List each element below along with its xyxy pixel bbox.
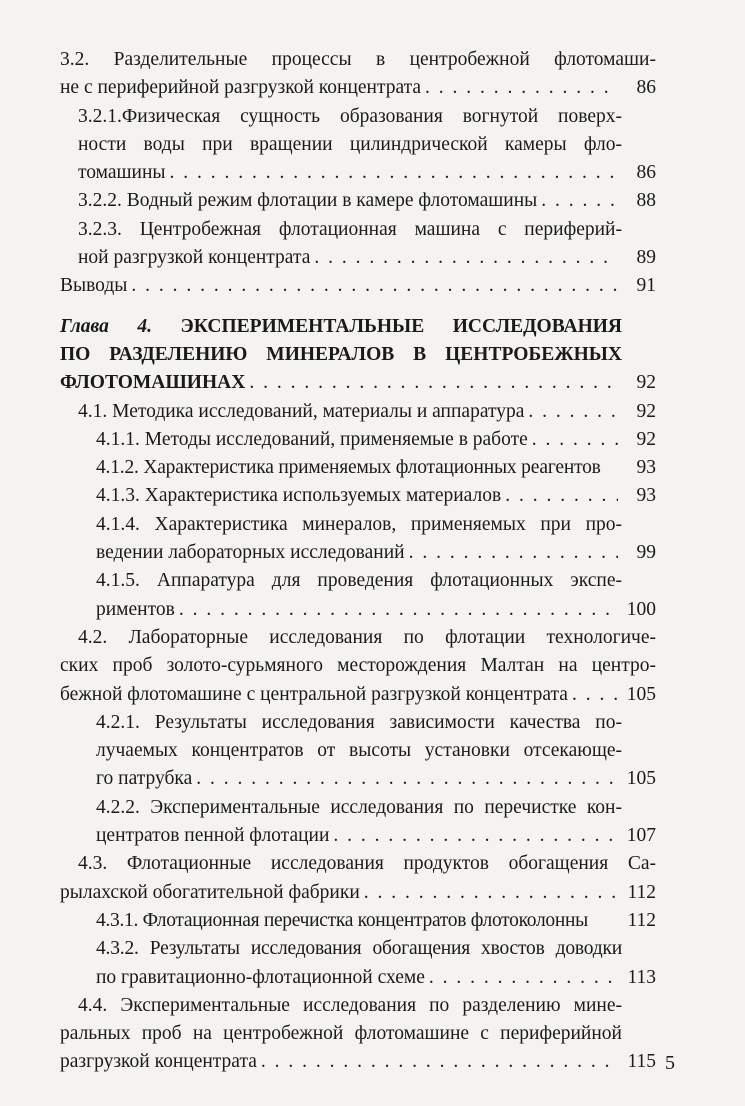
toc-entry-4-2-1: [60, 709, 656, 794]
toc-page-number: 112: [627, 881, 656, 903]
toc-text: 3.2. Разделительные процессы в центробежной флотомаши-: [60, 49, 656, 70]
toc-text: томашины: [78, 162, 166, 184]
toc-text: риментов: [96, 598, 175, 620]
toc-entry-4-3: [60, 850, 656, 907]
toc-text: 4.3.2. Результаты исследования обогащения хвостов доводки: [96, 938, 622, 960]
toc-entry-conclusions: [60, 272, 656, 300]
toc-text: ности воды при вращении цилиндрической камеры фло-: [78, 133, 622, 155]
toc-entry-4-2-2: [60, 794, 656, 851]
toc-page-number: 99: [636, 542, 656, 564]
toc-page-number: 93: [636, 457, 656, 479]
toc-text: 4.1.1. Методы исследований, применяемые в работе: [96, 428, 528, 450]
toc-entry-3-2: [60, 46, 656, 103]
leader-dots: [131, 272, 618, 300]
toc-text: 4.4. Экспериментальные исследования по разделению мине-: [78, 994, 622, 1016]
leader-dots: [333, 822, 618, 850]
leader-dots: [528, 398, 618, 426]
leader-dots: [532, 426, 618, 454]
toc-page-number: 92: [636, 372, 656, 394]
table-of-contents: [60, 46, 656, 1077]
leader-dots: [170, 159, 619, 187]
toc-text: Выводы: [60, 275, 128, 297]
toc-page-number: 86: [636, 162, 656, 184]
leader-dots: [429, 964, 618, 992]
toc-text: центратов пенной флотации: [96, 825, 330, 847]
toc-page-number: 105: [626, 768, 656, 790]
toc-entry-3-2-2: [60, 187, 656, 215]
toc-text: ФЛОТОМАШИНАХ: [60, 372, 246, 394]
leader-dots: [314, 244, 618, 272]
chapter-prefix: Глава 4.: [60, 315, 152, 337]
leader-dots: [196, 765, 618, 793]
toc-page-number: 92: [636, 400, 656, 422]
toc-entry-4-1-4: [60, 511, 656, 568]
toc-page-number: 113: [627, 966, 656, 988]
leader-dots: [572, 681, 618, 709]
toc-text: 4.2. Лабораторные исследования по флотации технологиче-: [78, 626, 656, 648]
toc-page-number: 100: [626, 598, 656, 620]
toc-text: рылахской обогатительной фабрики: [60, 881, 360, 903]
toc-text: 4.1.3. Характеристика используемых материалов: [96, 485, 502, 507]
toc-entry-4-3-2: [60, 935, 656, 992]
toc-text: 4.3. Флотационные исследования продуктов обогащения Са-: [78, 853, 656, 875]
toc-page-number: 92: [636, 428, 656, 450]
toc-entry-4-1: [60, 398, 656, 426]
toc-entry-3-2-1: [60, 103, 656, 188]
toc-page-number: 115: [627, 1051, 656, 1073]
toc-text: разгрузкой концентрата: [60, 1051, 257, 1073]
toc-entry-4-1-5: [60, 567, 656, 624]
toc-text: не с периферийной разгрузкой концентрата: [60, 77, 422, 99]
toc-entry-chapter-4: [60, 313, 656, 398]
toc-page-number: 107: [626, 825, 656, 847]
toc-text: 3.2.2. Водный режим флотации в камере флотомашины: [78, 190, 538, 212]
toc-page-number: 93: [636, 485, 656, 507]
toc-text: ЭКСПЕРИМЕНТАЛЬНЫЕ ИССЛЕДОВАНИЯ: [180, 315, 622, 337]
page-number: 5: [665, 1052, 675, 1074]
leader-dots: [261, 1048, 618, 1076]
leader-dots: [541, 187, 618, 215]
toc-text: 4.1. Методика исследований, материалы и аппаратура: [78, 400, 525, 422]
toc-text: 4.1.4. Характеристика минералов, применяемых при про-: [96, 513, 622, 535]
toc-entry-4-1-3: [60, 482, 656, 510]
toc-entry-3-2-3: [60, 216, 656, 273]
toc-text: по гравитационно-флотационной схеме: [96, 966, 425, 988]
toc-text: ПО РАЗДЕЛЕНИЮ МИНЕРАЛОВ В ЦЕНТРОБЕЖНЫХ: [60, 343, 622, 365]
leader-dots: [364, 879, 618, 907]
toc-page-number: 91: [636, 275, 656, 297]
toc-page-number: 89: [636, 247, 656, 269]
leader-dots: [409, 539, 618, 567]
leader-dots: [249, 369, 618, 397]
toc-text: ведении лабораторных исследований: [96, 542, 405, 564]
toc-page-number: 86: [636, 77, 656, 99]
leader-dots: [505, 482, 618, 510]
toc-entry-4-4: [60, 992, 656, 1077]
toc-text: 4.2.1. Результаты исследования зависимости качества по-: [96, 711, 622, 733]
toc-page-number: 88: [636, 190, 656, 212]
toc-entry-4-1-2: [60, 454, 656, 482]
toc-text: бежной флотомашине с центральной разгрузкой концентрата: [60, 683, 568, 705]
toc-text: 4.3.1. Флотационная перечистка концентратов флотоколонны: [96, 909, 588, 931]
toc-entry-4-1-1: [60, 426, 656, 454]
toc-page-number: 105: [626, 683, 656, 705]
leader-dots: [425, 74, 618, 102]
toc-text: 4.2.2. Экспериментальные исследования по перечистке кон-: [96, 796, 622, 818]
toc-text: ной разгрузкой концентрата: [78, 247, 311, 269]
leader-dots: [179, 596, 618, 624]
toc-entry-4-3-1: [60, 907, 656, 935]
toc-text: 3.2.3. Центробежная флотационная машина с периферий-: [78, 218, 622, 240]
toc-text: го патрубка: [96, 768, 193, 790]
toc-page-number: 112: [627, 909, 656, 931]
toc-text: ских проб золото-сурьмяного месторождения Малтан на центро-: [60, 655, 656, 677]
toc-text: 3.2.1.Физическая сущность образования вогнутой поверх-: [78, 105, 622, 127]
toc-text: 4.1.5. Аппаратура для проведения флотационных экспе-: [96, 570, 622, 592]
toc-entry-4-2: [60, 624, 656, 709]
toc-text: ральных проб на центробежной флотомашине с периферийной: [60, 1023, 622, 1045]
toc-text: лучаемых концентратов от высоты установки отсекающе-: [96, 740, 622, 762]
toc-text: 4.1.2. Характеристика применяемых флотационных реагентов: [96, 457, 601, 479]
